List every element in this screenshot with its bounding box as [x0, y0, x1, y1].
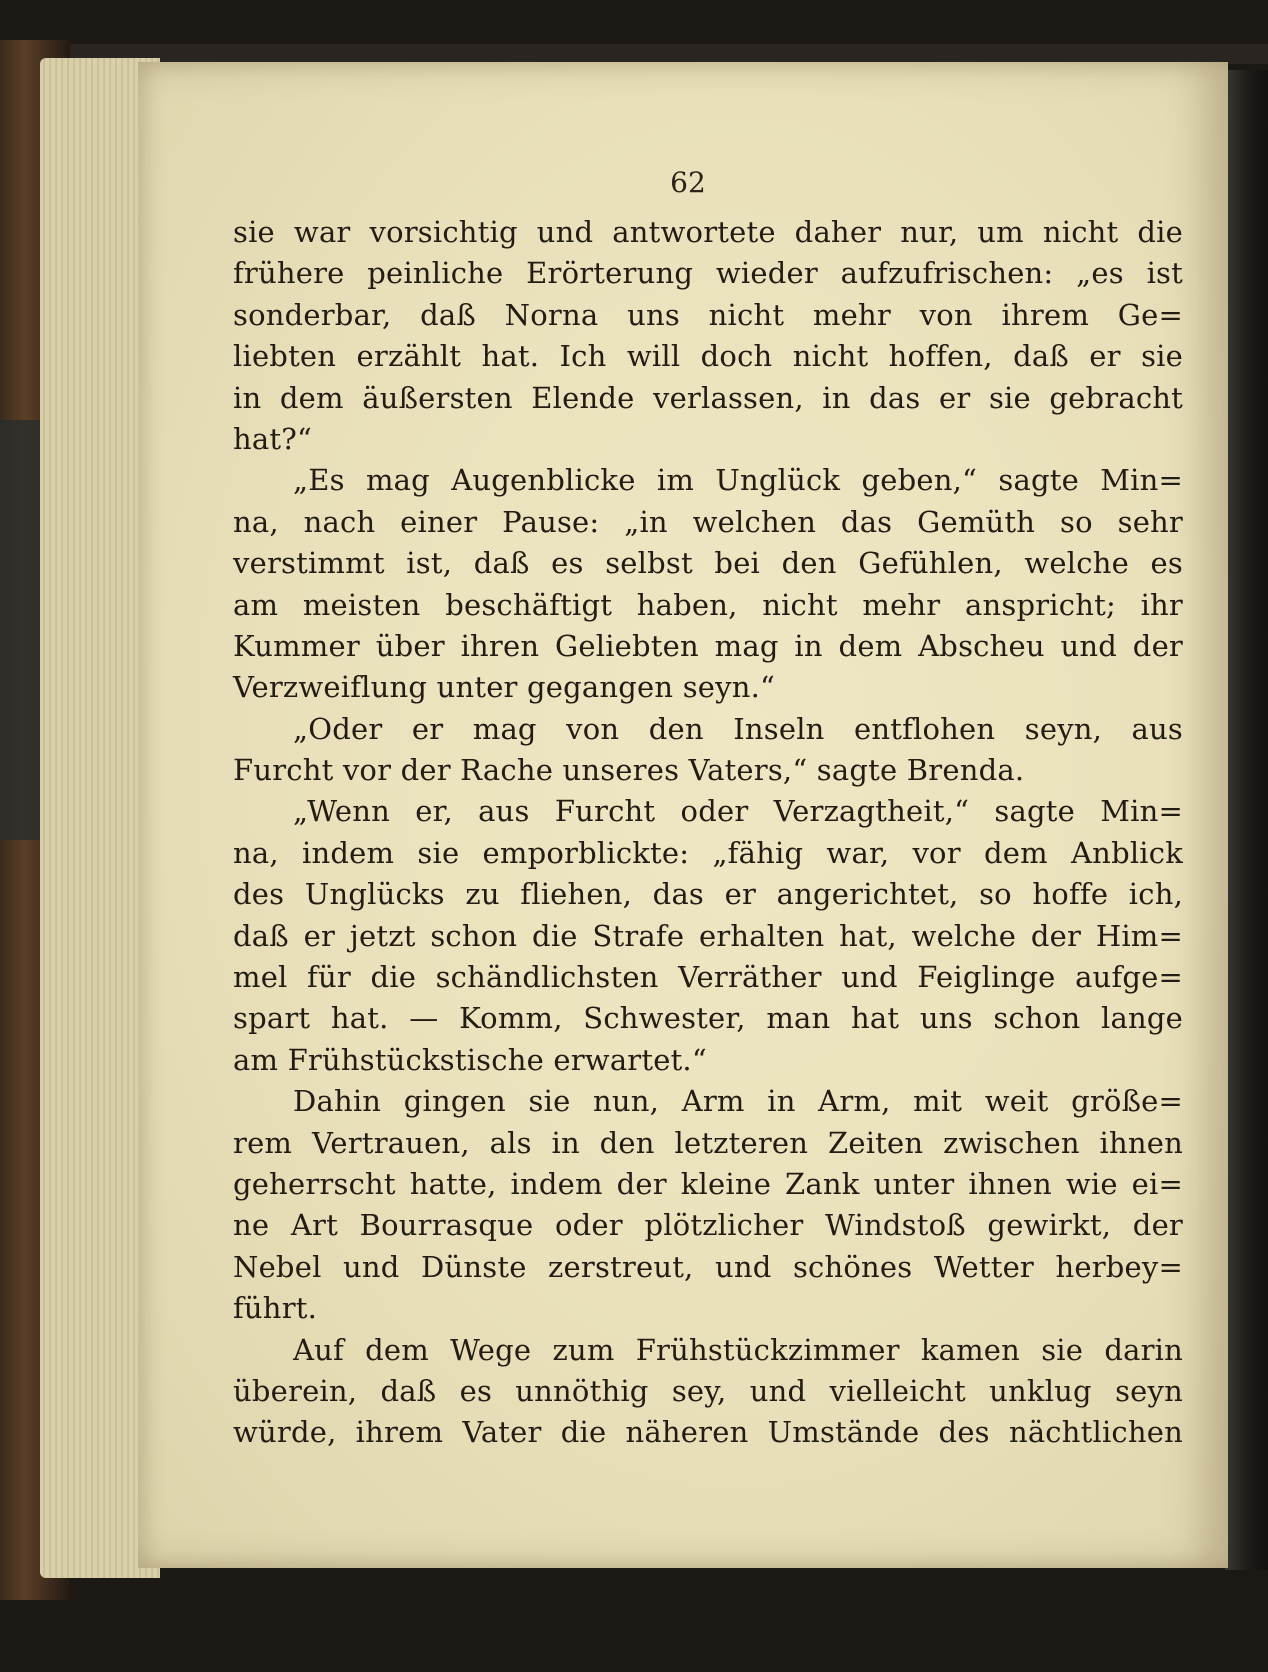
- text-line: führt.: [233, 1291, 318, 1326]
- text-line: daß er jetzt schon die Strafe erhalten hat, welche der Him=: [233, 918, 1183, 953]
- text-line: Dahin gingen sie nun, Arm in Arm, mit weit größe=: [293, 1084, 1183, 1119]
- text-line: rem Vertrauen, als in den letzteren Zeiten zwischen ihnen: [233, 1125, 1183, 1160]
- body-text: [233, 212, 1183, 1454]
- text-line: am Frühstückstische erwartet.“: [233, 1042, 707, 1077]
- text-line: „Oder er mag von den Inseln entflohen seyn, aus: [293, 711, 1183, 746]
- text-line: sie war vorsichtig und antwortete daher nur, um nicht die: [233, 215, 1183, 249]
- text-line: „Es mag Augenblicke im Unglück geben,“ sagte Min=: [293, 463, 1183, 498]
- text-line: Nebel und Dünste zerstreut, und schönes Wetter herbey=: [233, 1249, 1183, 1284]
- text-line: na, nach einer Pause: „in welchen das Gemüth so sehr: [233, 504, 1183, 539]
- text-line: geherrscht hatte, indem der kleine Zank unter ihnen wie ei=: [233, 1166, 1183, 1201]
- text-line: na, indem sie emporblickte: „fähig war, vor dem Anblick: [233, 835, 1183, 870]
- text-line: Furcht vor der Rache unseres Vaters,“ sagte Brenda.: [233, 753, 1025, 788]
- text-line: liebten erzählt hat. Ich will doch nicht hoffen, daß er sie: [233, 339, 1183, 374]
- text-line: ne Art Bourrasque oder plötzlicher Windstoß gewirkt, der: [233, 1208, 1183, 1243]
- text-line: würde, ihrem Vater die näheren Umstände des nächtlichen: [233, 1415, 1183, 1450]
- text-line: verstimmt ist, daß es selbst bei den Gefühlen, welche es: [233, 546, 1183, 581]
- book-page: [138, 62, 1228, 1568]
- text-line: des Unglücks zu fliehen, das er angerichtet, so hoffe ich,: [233, 877, 1183, 912]
- book-cover-right: [1225, 70, 1268, 1570]
- text-line: am meisten beschäftigt haben, nicht mehr anspricht; ihr: [233, 587, 1183, 622]
- text-line: überein, daß es unnöthig sey, und vielleicht unklug seyn: [233, 1373, 1183, 1408]
- text-line: frühere peinliche Erörterung wieder aufzufrischen: „es ist: [233, 256, 1183, 291]
- text-line: mel für die schändlichsten Verräther und Feiglinge aufge=: [233, 960, 1183, 995]
- text-line: spart hat. — Komm, Schwester, man hat uns schon lange: [233, 1001, 1183, 1036]
- text-line: Kummer über ihren Geliebten mag in dem Abscheu und der: [233, 628, 1183, 663]
- text-line: sonderbar, daß Norna uns nicht mehr von ihrem Ge=: [233, 297, 1183, 332]
- text-line: hat?“: [233, 421, 312, 456]
- text-line: Auf dem Wege zum Frühstückzimmer kamen sie darin: [293, 1332, 1183, 1367]
- page-number: 62: [670, 166, 706, 199]
- text-line: Verzweiflung unter gegangen seyn.“: [233, 670, 776, 705]
- text-line: in dem äußersten Elende verlassen, in das er sie gebracht: [233, 380, 1183, 415]
- book-cover-top: [30, 44, 1268, 64]
- text-line: „Wenn er, aus Furcht oder Verzagtheit,“ sagte Min=: [293, 794, 1183, 829]
